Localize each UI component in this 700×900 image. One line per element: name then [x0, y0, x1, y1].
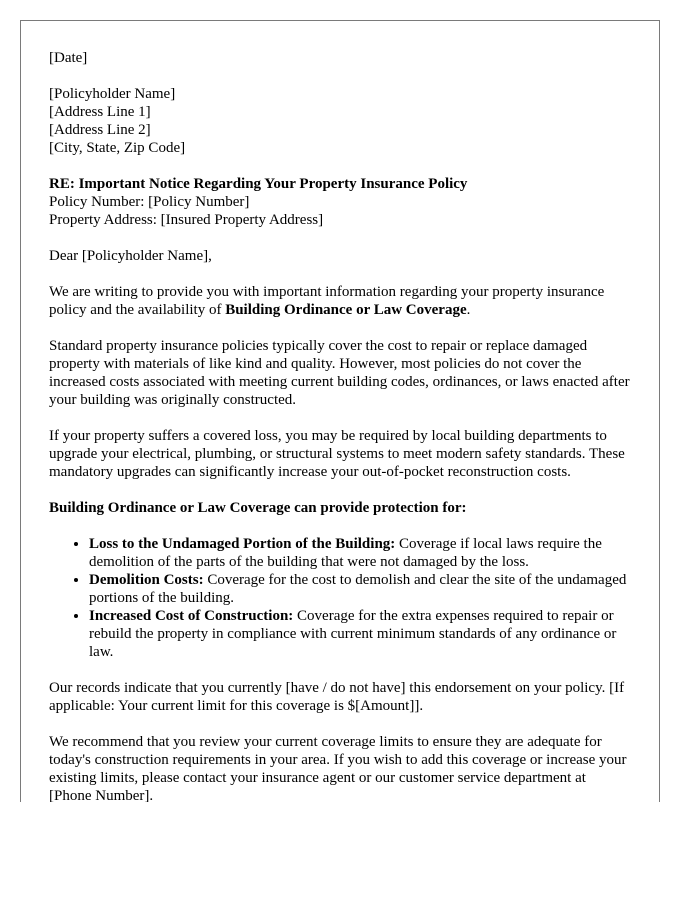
re-subject	[49, 175, 631, 193]
recipient-address	[49, 85, 631, 157]
date-text: [Date]	[49, 50, 88, 66]
coverage-list-item	[89, 571, 631, 607]
coverage-item-text: Coverage for the cost to demolish and clear the site of the undamaged portions of the building.	[89, 572, 627, 606]
coverage-item-title: Increased Cost of Construction:	[89, 608, 294, 624]
intro-text-after: .	[466, 302, 471, 318]
coverage-list	[49, 535, 631, 661]
coverage-item-text: Coverage for the extra expenses required to repair or rebuild the property in compliance with current minimum standards of any ordinance or law.	[89, 608, 617, 660]
coverage-heading: Building Ordinance or Law Coverage can provide protection for:	[49, 500, 467, 516]
coverage-item-title: Demolition Costs:	[89, 572, 204, 588]
recipient-city-state-zip: [City, State, Zip Code]	[49, 140, 186, 156]
recipient-address-line-2: [Address Line 2]	[49, 122, 151, 138]
recommendation-paragraph: We recommend that you review your current coverage limits to ensure they are adequate for today's construction requirements in your area. If you wish to add this coverage or increase your existing limits, please contact your insurance agent or our customer service department at [Phone Number].	[49, 734, 627, 802]
coverage-item-title: Loss to the Undamaged Portion of the Building:	[89, 536, 396, 552]
coverage-list-item	[89, 535, 631, 571]
coverage-item-text: Coverage if local laws require the demolition of the parts of the building that were not damaged by the loss.	[89, 536, 602, 570]
letter-page	[20, 20, 660, 802]
letter-date	[49, 49, 631, 67]
coverage-list-item	[89, 607, 631, 661]
standard-policies-paragraph: Standard property insurance policies typically cover the cost to repair or replace damaged property with materials of like kind and quality. However, most policies do not cover the increased costs associated with meeting current building codes, ordinances, or laws enacted after your building was originally constructed.	[49, 338, 630, 408]
covered-loss-paragraph: If your property suffers a covered loss, you may be required by local building departments to upgrade your electrical, plumbing, or structural systems to meet modern safety standards. These mandatory upgrades can significantly increase your out-of-pocket reconstruction costs.	[49, 428, 625, 480]
salutation: Dear [Policyholder Name],	[49, 248, 212, 264]
records-paragraph: Our records indicate that you currently [have / do not have] this endorsement on your policy. [If applicable: Your current limit for this coverage is $[Amount]].	[49, 680, 625, 714]
recipient-address-line-1: [Address Line 1]	[49, 104, 151, 120]
intro-paragraph	[49, 283, 631, 319]
policy-number: Policy Number: [Policy Number]	[49, 194, 250, 210]
intro-text-before: We are writing to provide you with important information regarding your property insurance policy and the availability of	[49, 284, 605, 318]
recipient-name: [Policyholder Name]	[49, 86, 176, 102]
intro-coverage-name: Building Ordinance or Law Coverage	[225, 302, 467, 318]
property-address: Property Address: [Insured Property Address]	[49, 212, 324, 228]
re-block	[49, 175, 631, 229]
re-subject-text: RE: Important Notice Regarding Your Property Insurance Policy	[49, 176, 468, 192]
